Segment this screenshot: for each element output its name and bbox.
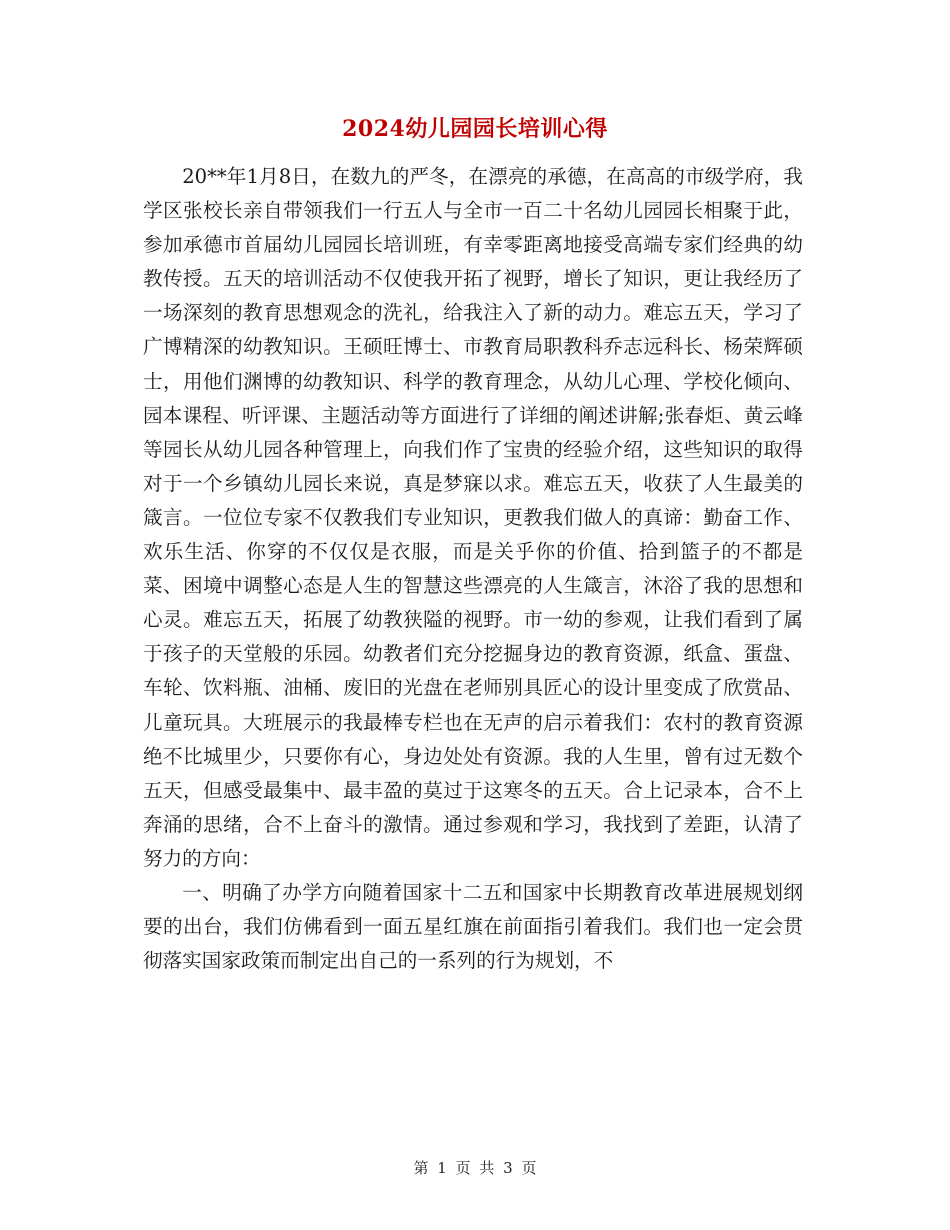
document-body bbox=[143, 160, 803, 978]
document-title: 2024幼儿园园长培训心得 bbox=[342, 116, 608, 142]
body-paragraph-1: 20**年1月8日，在数九的严冬，在漂亮的承德，在高高的市级学府，我学区张校长亲自带领我们一行五人与全市一百二十名幼儿园园长相聚于此，参加承德市首届幼儿园园长培训班，有幸零距离地接受高端专家们经典的幼教传授。五天的培训活动不仅使我开拓了视野，增长了知识，更让我经历了一场深刻的教育思想观念的洗礼，给我注入了新的动力。难忘五天，学习了广博精深的幼教知识。王硕旺博士、市教育局职教科乔志远科长、杨荣辉硕士，用他们渊博的幼教知识、科学的教育理念，从幼儿心理、学校化倾向、园本课程、听评课、主题活动等方面进行了详细的阐述讲解;张春炬、黄云峰等园长从幼儿园各种管理上，向我们作了宝贵的经验介绍，这些知识的取得对于一个乡镇幼儿园长来说，真是梦寐以求。难忘五天，收获了人生最美的箴言。一位位专家不仅教我们专业知识，更教我们做人的真谛：勤奋工作、欢乐生活、你穿的不仅仅是衣服，而是关乎你的价值、拾到篮子的不都是菜、困境中调整心态是人生的智慧这些漂亮的人生箴言，沐浴了我的思想和心灵。难忘五天，拓展了幼教狭隘的视野。市一幼的参观，让我们看到了属于孩子的天堂般的乐园。幼教者们充分挖掘身边的教育资源，纸盒、蛋盘、车轮、饮料瓶、油桶、废旧的光盘在老师别具匠心的设计里变成了欣赏品、儿童玩具。大班展示的我最棒专栏也在无声的启示着我们：农村的教育资源绝不比城里少，只要你有心，身边处处有资源。我的人生里，曾有过无数个五天，但感受最集中、最丰盈的莫过于这寒冬的五天。合上记录本，合不上奔涌的思绪，合不上奋斗的激情。通过参观和学习，我找到了差距，认清了努力的方向： bbox=[143, 165, 803, 870]
page-number-footer: 第 1 页 共 3 页 bbox=[413, 1159, 537, 1177]
body-paragraph-2: 一、明确了办学方向随着国家十二五和国家中长期教育改革进展规划纲要的出台，我们仿佛看到一面五星红旗在前面指引着我们。我们也一定会贯彻落实国家政策而制定出自己的一系列的行为规划，不 bbox=[143, 880, 803, 973]
